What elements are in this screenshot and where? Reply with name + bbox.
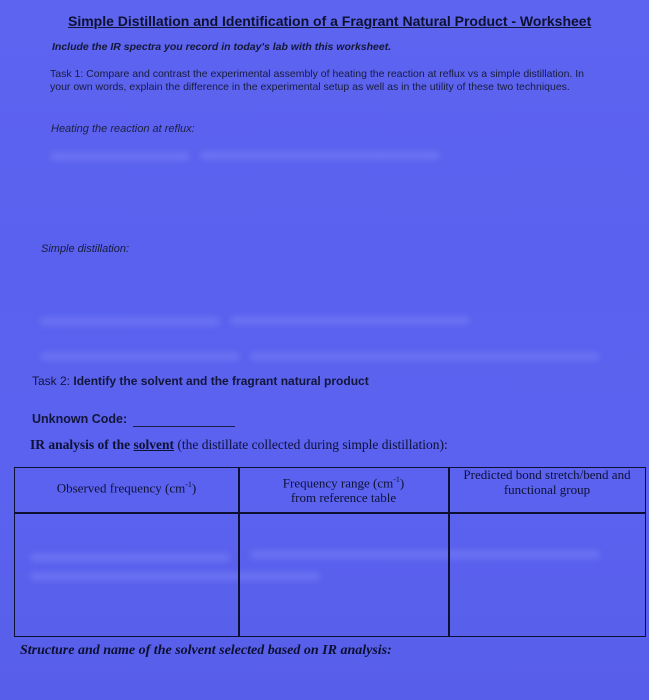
show-through-mark [40,317,220,326]
show-through-mark [50,152,190,161]
simple-distillation-label: Simple distillation: [41,243,130,255]
task1-text: Compare and contrast the experimental assembly of heating the reaction at reflux vs a simple distillation. In your own words, explain the difference in the experimental setup as well as in the utility of these two techniques. [50,68,585,93]
ir-analysis-solvent: solvent [133,437,175,452]
table-cell-range[interactable] [241,514,447,634]
show-through-mark [250,352,600,361]
task2-text: Identify the solvent and the fragrant natural product [73,374,369,388]
show-through-mark [40,352,240,361]
worksheet-title: Simple Distillation and Identification of a Fragrant Natural Product - Worksheet [68,13,592,29]
heating-reflux-label: Heating the reaction at reflux: [51,123,195,135]
ir-analysis-heading [30,437,448,453]
show-through-mark [230,316,470,325]
col-header-observed-frequency: Observed frequency $(cm^{-1})$ [56,480,197,496]
col-header-frequency-range: Frequency range $(cm^{-1})$ from reference table [282,475,405,506]
structure-name-label: Structure and name of the solvent selected based on IR analysis: [20,643,392,658]
unknown-code-blank[interactable] [133,426,235,427]
table-cell-observed[interactable] [17,514,237,634]
task1-label: Task 1: [50,68,84,80]
task1-prompt [50,68,590,94]
show-through-mark [200,151,440,160]
ir-analysis-prefix: IR analysis of the [30,437,134,452]
worksheet-instruction: Include the IR spectra you record in today's lab with this worksheet. [52,41,392,53]
task2-prompt [32,374,369,388]
unknown-code-label: Unknown Code: [32,412,128,426]
task2-label: Task 2: [32,374,71,388]
col-header-predicted-bond: Predicted bond stretch/bend and functional group [463,467,631,497]
table-cell-predicted[interactable] [451,514,644,634]
ir-analysis-table [14,467,646,637]
ir-analysis-suffix: (the distillate collected during simple distillation): [174,437,448,452]
